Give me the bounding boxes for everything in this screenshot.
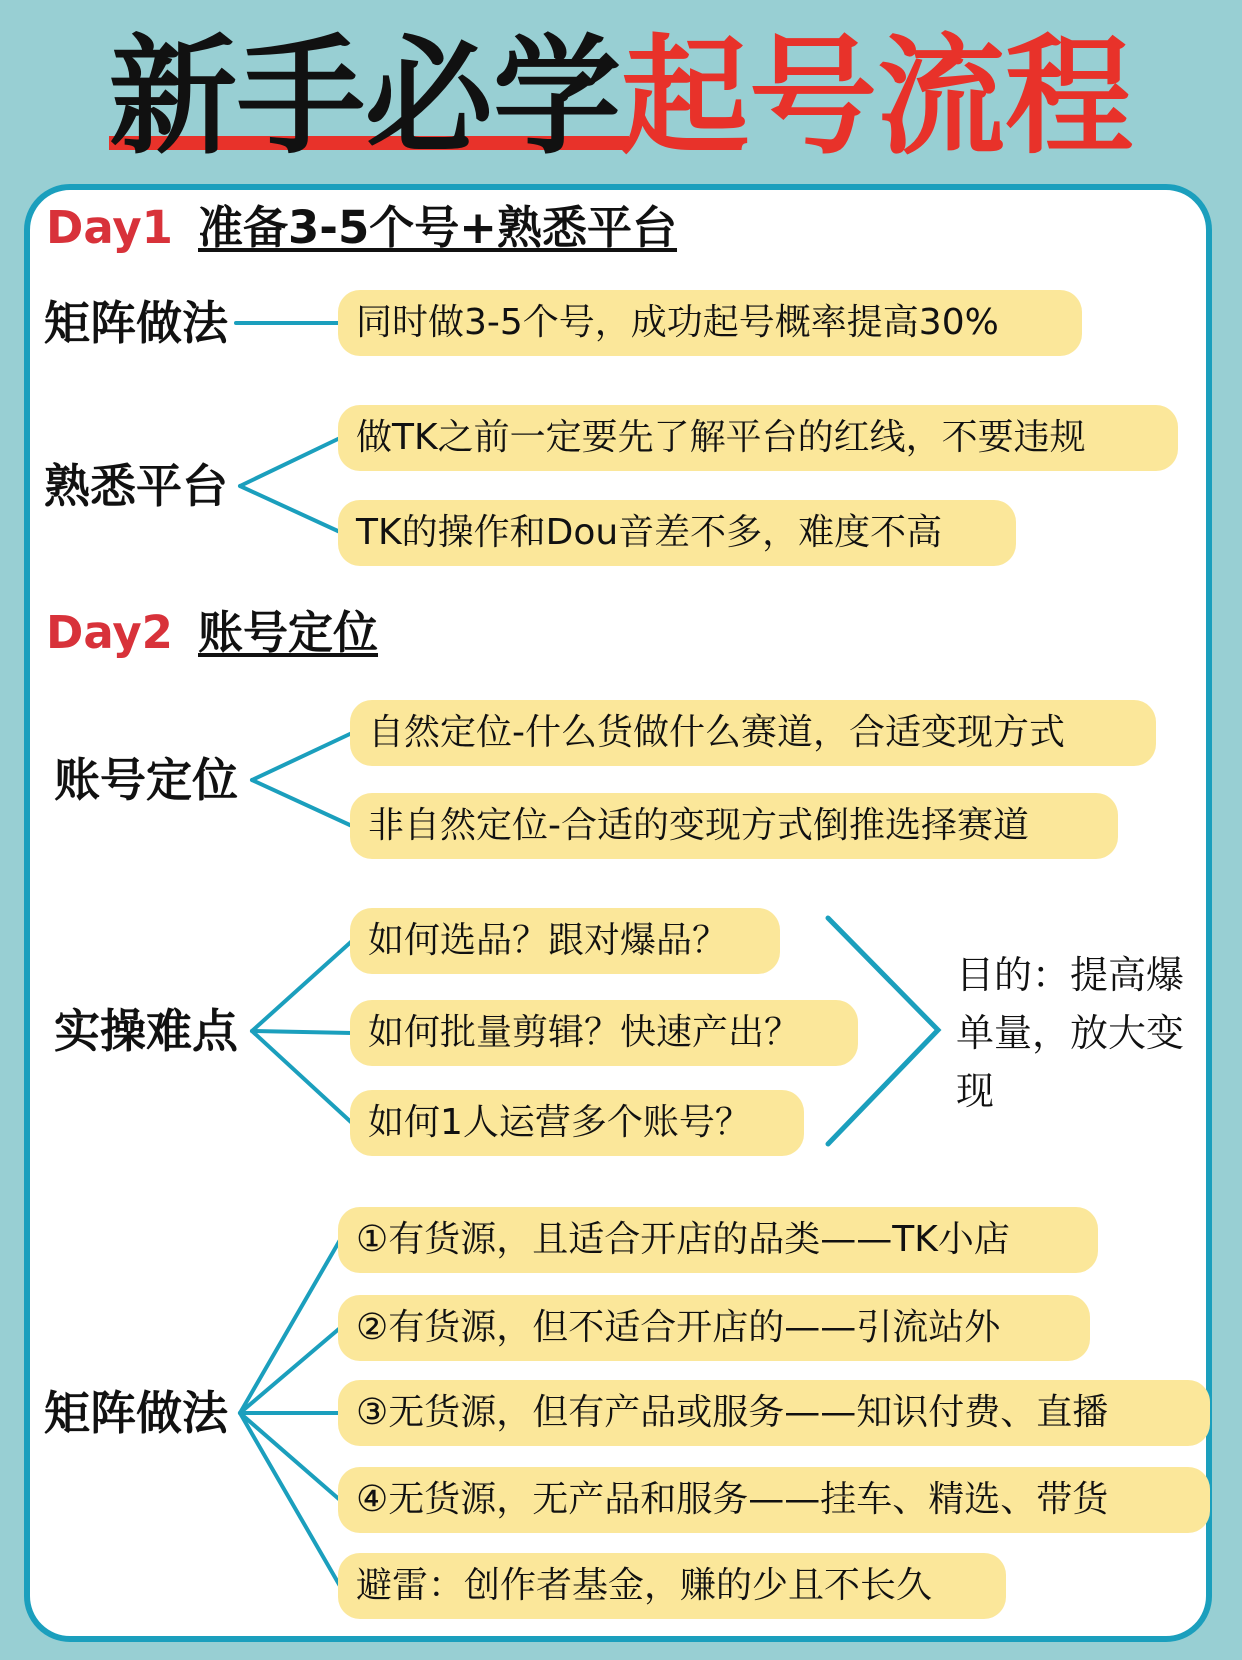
day2-label: Day2 [46, 606, 173, 659]
day2-group3-item: ①有货源，且适合开店的品类——TK小店 [338, 1207, 1098, 1273]
day1-label: Day1 [46, 201, 173, 254]
title-red: 起号流程 [621, 23, 1134, 172]
day2-group2-item: 如何批量剪辑？快速产出？ [350, 1000, 858, 1066]
day1-heading: 准备3-5个号+熟悉平台 [198, 201, 678, 254]
connector-line [252, 733, 352, 780]
day1-group1-label: 矩阵做法 [44, 296, 228, 350]
day2-heading: 账号定位 [198, 606, 379, 659]
connector-line [252, 1031, 352, 1033]
connector-line [240, 1240, 340, 1413]
day2-group3-item: ③无货源，但有产品或服务——知识付费、直播 [338, 1380, 1210, 1446]
day2-group3-item: ②有货源，但不适合开店的——引流站外 [338, 1295, 1090, 1361]
day1-group1-item: 同时做3-5个号，成功起号概率提高30% [338, 290, 1082, 356]
day2-group3-item: ④无货源，无产品和服务——挂车、精选、带货 [338, 1467, 1210, 1533]
connector-line [240, 1328, 340, 1413]
day1-group2-label: 熟悉平台 [44, 459, 228, 513]
day2-group1-label: 账号定位 [54, 753, 238, 807]
day2-group1-item: 非自然定位-合适的变现方式倒推选择赛道 [350, 793, 1118, 859]
connector-line [252, 780, 352, 826]
day2-group2-label: 实操难点 [54, 1004, 238, 1058]
connector-line [240, 486, 340, 532]
day2-group3-item: 避雷：创作者基金，赚的少且不长久 [338, 1553, 1006, 1619]
connector-line [240, 438, 340, 486]
title-black: 新手必学 [108, 23, 621, 172]
day2-group2-item: 如何选品？跟对爆品？ [350, 908, 780, 974]
connector-line [252, 1031, 352, 1123]
day2-group2-item: 如何1人运营多个账号？ [350, 1090, 804, 1156]
connector-line [240, 1413, 340, 1500]
connector-line [240, 1413, 340, 1586]
day1-group2-item: TK的操作和Dou音差不多，难度不高 [338, 500, 1016, 566]
day2-group3-label: 矩阵做法 [44, 1386, 228, 1440]
connector-line [252, 941, 352, 1031]
day2-group1-item: 自然定位-什么货做什么赛道，合适变现方式 [350, 700, 1156, 766]
day2-goal-text: 目的：提高爆单量，放大变现 [956, 953, 1185, 1113]
day1-group2-item: 做TK之前一定要先了解平台的红线，不要违规 [338, 405, 1178, 471]
